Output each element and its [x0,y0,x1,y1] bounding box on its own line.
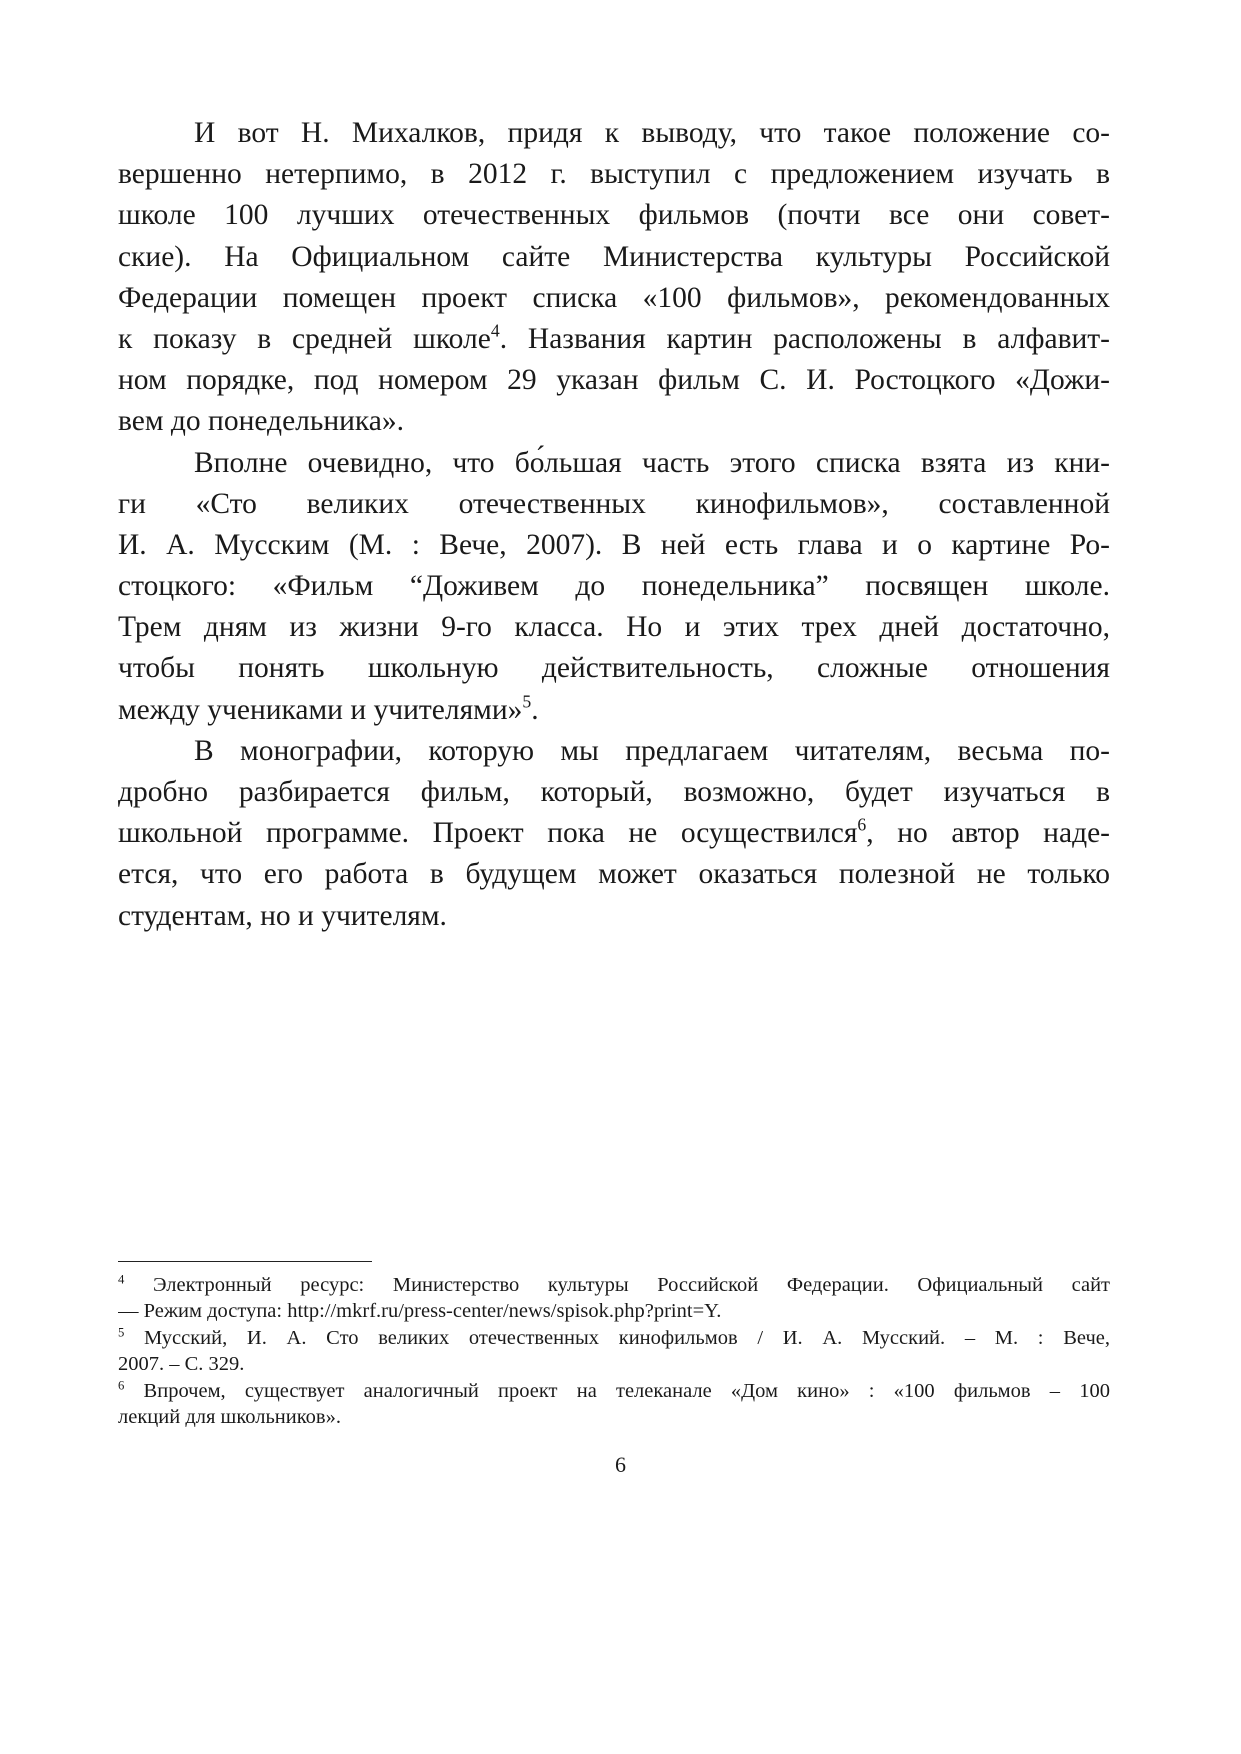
text-segment: ется, что его работа в будущем может оказаться полезной не только [118,858,1110,891]
text-segment: лекций для школьников». [118,1405,341,1428]
text-line [118,731,1110,772]
text-line [118,319,1110,360]
text-segment: дробно разбирается фильм, который, возможно, будет изучаться в [118,776,1110,808]
footnotes [118,1272,1110,1430]
text-line [118,360,1110,401]
footnote [118,1272,1110,1325]
footnote-marker: 4 [118,1272,125,1287]
text-line [118,1378,1110,1404]
text-segment: вершенно нетерпимо, в 2012 г. выступил с предложением изучать в [118,158,1110,191]
footnote-separator [118,1261,372,1262]
text-segment: — Режим доступа: http://mkrf.ru/press-center/news/spisok.php?print=Y. [118,1300,722,1323]
text-segment: школе 100 лучших отечественных фильмов (почти все они совет- [118,199,1110,232]
text-segment: Трем дням из жизни 9-го класса. Но и этих трех дней достаточно, [118,611,1110,644]
text-line [118,690,1110,731]
text-segment: Электронный ресурс: Министерство культуры Российской Федерации. Официальный сайт [124,1274,1110,1296]
text-segment: , но автор наде- [866,817,1110,850]
text-segment: И вот Н. Михалков, придя к выводу, что такое положение со- [194,117,1110,149]
text-line [118,113,1110,154]
text-line [118,1272,1110,1298]
footnote [118,1325,1110,1378]
text-line [118,896,1110,937]
text-line [118,195,1110,236]
footnote [118,1378,1110,1431]
footnote-marker: 4 [490,320,500,341]
text-line [118,237,1110,278]
text-segment: школьной программе. Проект пока не осуществился [118,817,858,850]
text-segment: В монографии, которую мы предлагаем читателям, весьма по- [194,734,1110,767]
text-segment: между учениками и учителями» [118,693,523,726]
text-segment: 2007. – С. 329. [118,1353,245,1376]
text-segment: . Названия картин расположены в алфавит- [499,322,1110,355]
paragraph [118,731,1110,937]
text-line [118,443,1110,484]
text-line [118,1351,1110,1377]
text-line [118,401,1110,442]
text-line [118,1298,1110,1324]
text-segment: ги «Сто великих отечественных кинофильмов», составленной [118,487,1110,520]
footnote-marker: 6 [118,1377,125,1392]
text-segment: стоцкого: «Фильм “Доживем до понедельника” посвящен школе. [118,570,1110,603]
text-line [118,772,1110,813]
text-line [118,566,1110,607]
text-segment: . [531,693,539,726]
footnote-marker: 5 [118,1325,125,1340]
body-text [118,113,1110,937]
footnote-marker: 5 [522,691,532,712]
text-line [118,1325,1110,1351]
text-line [118,484,1110,525]
text-segment: ном порядке, под номером 29 указан фильм С. И. Ростоцкого «Дожи- [118,364,1110,397]
page-number: 6 [615,1452,626,1477]
text-line [118,1404,1110,1430]
text-line [118,525,1110,566]
text-line [118,607,1110,648]
text-segment: ские). На Официальном сайте Министерства культуры Российской [118,240,1110,273]
text-segment: студентам, но и учителям. [118,899,447,932]
paragraph [118,443,1110,731]
text-segment: Вполне очевидно, что бо́льшая часть этого списка взята из кни- [194,446,1110,479]
text-segment: к показу в средней школе [118,322,491,355]
text-segment: вем до понедельника». [118,405,405,438]
paragraph [118,113,1110,443]
text-segment: Впрочем, существует аналогичный проект на телеканале «Дом кино» : «100 фильмов – 100 [124,1379,1110,1402]
text-line [118,154,1110,195]
text-line [118,854,1110,895]
text-segment: Федерации помещен проект списка «100 фильмов», рекомендованных [118,281,1110,314]
footnote-marker: 6 [857,814,867,835]
text-line [118,278,1110,319]
text-line [118,648,1110,689]
text-line [118,813,1110,854]
text-segment: Мусский, И. А. Сто великих отечественных кинофильмов / И. А. Мусский. – М. : Вече, [124,1326,1110,1349]
text-segment: И. А. Мусским (М. : Вече, 2007). В ней есть глава и о картине Ро- [118,528,1110,561]
text-segment: чтобы понять школьную действительность, сложные отношения [118,652,1110,685]
